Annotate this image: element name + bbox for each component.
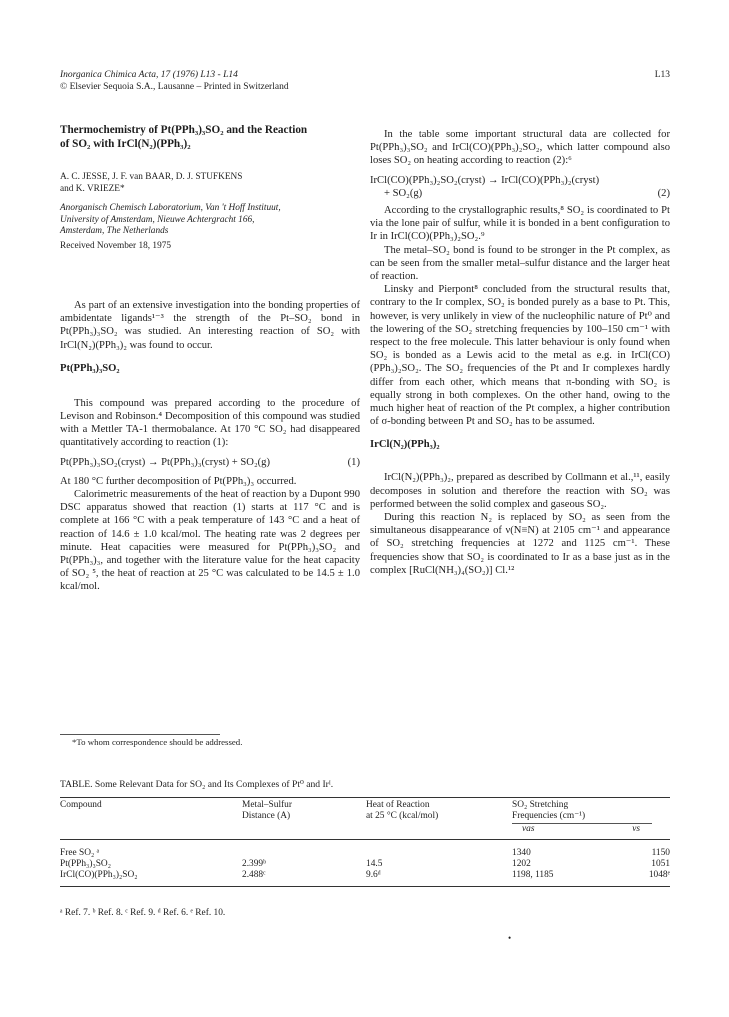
left-body [60,299,360,594]
paragraph-calorimetry: Calorimetric measurements of the heat of reaction by a Dupont 990 DSC apparatus showed that reaction (1) starts at 117 °C and is complete at 166 °C with a peak temperature of 143 °C and a heat of reaction of 14.6 ± 1.0 kcal/mol. The heating rate was 2 degrees per minute. Heat capacities were measured for Pt(PPh₃)₃SO₂ and Pt(PPh₃)₃, and together with the literature value for the heat capacity of SO₂ ⁵, the heat of reaction at 25 °C was calculated to be 14.5 ± 1.0 kcal/mol. [60,489,360,593]
journal-citation: Inorganica Chimica Acta, 17 (1976) L13 - L14 [60,70,238,80]
header-freq-line-2: Frequencies (cm⁻¹) [512,811,586,821]
equation-1-text: Pt(PPh₃)₃SO₂(cryst) → Pt(PPh₃)₃(cryst) + SO₂(g) [60,456,270,468]
affiliation-line-1: Anorganisch Chemisch Laboratorium, Van 't Hoff Instituut, [60,203,281,213]
equation-1 [60,456,360,469]
equation-2-number: (2) [657,187,670,199]
header-vas: νas [522,824,535,834]
header-vs: νs [632,824,640,834]
header-heat-line-2: at 25 °C (kcal/mol) [366,811,439,821]
section-heading-ir: IrCl(N₂)(PPh₃)₂ [370,439,440,451]
author-list [60,172,360,195]
correspondence-footnote: *To whom correspondence should be addressed. [72,737,243,747]
equation-2-line-2: + SO₂(g) [384,187,423,199]
header-distance-line-1: Metal–Sulfur [242,800,292,810]
equation-2 [370,174,670,200]
header-distance [242,800,366,835]
bottom-mark: • [508,933,512,943]
cell-vs: 1150 [651,848,670,858]
right-column [370,128,670,577]
received-date: Received November 18, 1975 [60,240,172,251]
equation-2-line-1: IrCl(CO)(PPh₃)₂SO₂(cryst) → IrCl(CO)(PPh₃)₂(cryst) [370,174,600,186]
footnote-divider [60,734,220,735]
data-table [60,800,670,887]
affiliation-line-3: Amsterdam, The Netherlands [60,226,169,236]
header-heat-line-1: Heat of Reaction [366,800,430,810]
cell-vas: 1202 [512,859,531,869]
cell-heat: 14.5 [366,859,383,869]
header-freq-line-1: SO₂ Stretching [512,800,569,810]
paragraph-table-intro: In the table some important structural data are collected for Pt(PPh₃)₃SO₂ and IrCl(CO)(PPh₃)₂SO₂, which latter compound also loses SO₂ on heating according to reaction (2):⁶ [370,129,670,167]
header-frequencies [512,800,670,835]
table-top-rule [60,797,670,798]
header-distance-line-2: Distance (A) [242,811,291,821]
cell-vas: 1198, 1185 [512,870,554,880]
cell-compound: IrCl(CO)(PPh₃)₂SO₂ [60,870,138,880]
paragraph-bond-strength: The metal–SO₂ bond is found to be stronger in the Pt complex, as can be seen from the smaller metal–sulfur distance and the larger heat of reaction. [370,244,670,283]
title-line-2: of SO₂ with IrCl(N₂)(PPh₃)₂ [60,138,191,150]
cell-compound: Pt(PPh₃)₃SO₂ [60,859,111,869]
affiliation-line-2: University of Amsterdam, Nieuwe Achtergracht 166, [60,214,255,225]
cell-distance: 2.488ᶜ [242,870,266,880]
paragraph-bonding-discussion: Linsky and Pierpont⁸ concluded from the structural results that, contrary to the Ir complex, SO₂ is bonded purely as a base to Pt. This, however, is very unlikely in view of the nucleophilic nature of Pt⁰ and the lowering of the SO₂ stretching frequencies by 100–150 cm⁻¹ with respect to the free molecule. This latter behaviour is only found when SO₂ is bonded as a Lewis acid to the metal as e.g. in IrCl(CO)(PPh₃)₂SO₂. The SO₂ frequencies of the Pt and Ir complexes hardly differ from each other, which means that π-bonding with SO₂ is equally strong in both complexes. On the other hand, owing to the much higher heat of reaction of the Pt complex, a higher contribution of σ-bonding between Pt and SO₂ has to be assumed. [370,284,670,428]
table-row [60,848,670,859]
table-notes: ᵃ Ref. 7. ᵇ Ref. 8. ᶜ Ref. 9. ᵈ Ref. 6. ᵉ Ref. 10. [60,908,226,918]
header-heat [366,800,512,835]
table-row [60,870,670,881]
publisher-line: © Elsevier Sequoia S.A., Lausanne – Printed in Switzerland [60,82,289,92]
title-line-1: Thermochemistry of Pt(PPh₃)₃SO₂ and the Reaction [60,124,308,136]
table-bottom-rule [60,886,670,887]
paragraph-crystallography: According to the crystallographic results,⁸ SO₂ is coordinated to Pt via the lone pair of sulfur, while it is bonded in a bent configuration to Ir in IrCl(CO)(PPh₃)₂SO₂.⁹ [370,205,670,243]
intro-paragraph: As part of an extensive investigation into the bonding properties of ambidentate ligands¹⁻³ the strength of the Pt–SO₂ bond in Pt(PPh₃)₃SO₂ was studied. An interesting reaction of SO₂ with IrCl(N₂)(PPh₃)₂ was found to occur. [60,300,360,351]
page-number: L13 [654,70,670,80]
cell-heat: 9.6ᵈ [366,870,381,880]
cell-vs: 1048ᵉ [648,870,670,880]
authors-line-1: A. C. JESSE, J. F. van BAAR, D. J. STUFKENS [60,172,243,182]
section-heading-pt: Pt(PPh₃)₃SO₂ [60,362,120,374]
paragraph-ir-reaction: During this reaction N₂ is replaced by SO₂ as seen from the simultaneous disappearance of ν(N≡N) at 2105 cm⁻¹ and appearance of SO₂ stretching frequencies at 1272 and 1125 cm⁻¹. These frequencies show that SO₂ is coordinated to Ir as a base just as in the complex [RuCl(NH₃)₄(SO₂)] Cl.¹² [370,512,670,576]
paragraph-ir-preparation: IrCl(N₂)(PPh₃)₂, prepared as described by Collmann et al.,¹¹, easily decomposes in solution and therefore the reaction with SO₂ was performed between the solid complex and gaseous SO₂. [370,472,670,510]
table-row [60,859,670,870]
article-title [60,123,360,151]
table-caption: TABLE. Some Relevant Data for SO₂ and Its Complexes of Pt⁰ and Irᴵ. [60,779,334,790]
paragraph-preparation: This compound was prepared according to the procedure of Levison and Robinson.⁴ Decomposition of this compound was studied with a Mettler TA-1 thermobalance. At 170 °C SO₂ had disappeared quantitatively according to reaction (1): [60,397,360,449]
header-compound: Compound [60,800,102,810]
cell-heat [366,848,512,859]
cell-vas: 1340 [512,848,531,858]
cell-vs: 1051 [651,859,670,869]
authors-line-2: and K. VRIEZE* [60,183,125,194]
affiliation [60,203,360,238]
cell-compound: Free SO₂ ᵃ [60,848,100,858]
paragraph-decomposition: At 180 °C further decomposition of Pt(PPh₃)₃ occurred. [60,475,297,487]
equation-1-number: (1) [347,456,360,468]
left-column [60,123,360,252]
cell-distance: 2.399ᵇ [242,859,266,869]
cell-distance [242,848,366,859]
table-header-row [60,800,670,835]
